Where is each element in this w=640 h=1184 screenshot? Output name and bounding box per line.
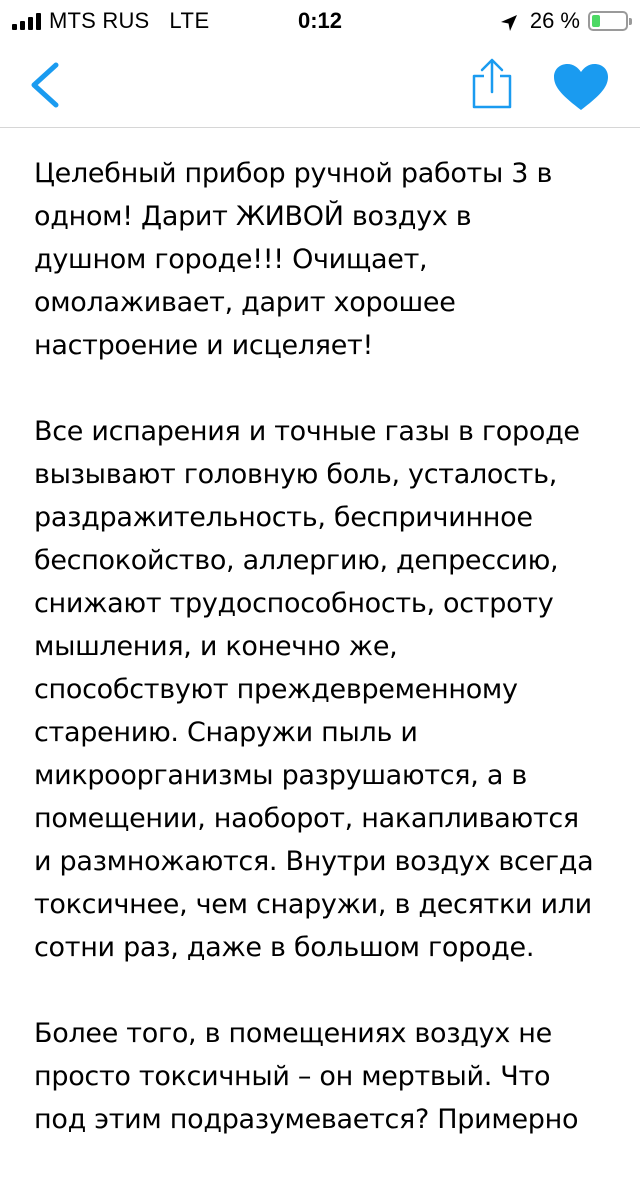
- status-time: 0:12: [297, 8, 343, 33]
- carrier-name: MTS RUS: [49, 8, 150, 33]
- like-button[interactable]: [552, 62, 610, 112]
- status-right: [500, 8, 628, 34]
- share-icon: [466, 58, 518, 110]
- nav-bar: [0, 40, 640, 128]
- location-arrow-icon: [500, 12, 518, 30]
- share-button[interactable]: [466, 58, 518, 110]
- article-body: [34, 152, 624, 1184]
- article-paragraph-1: Целебный прибор ручной работы 3 в одном! Дарит ЖИВОЙ воздух в душном городе!!! Очищает, омолаживает, дарит хорошее настроение и исцеляет!: [34, 158, 553, 361]
- article-paragraph-2: Все испарения и точные газы в городе вызывают головную боль, усталость, раздражительность, беспричинное беспокойство, аллергию, депрессию, снижают трудоспособность, остроту мышления, и конечно же, способствуют преждевременному старению. Снаружи пыль и микроорганизмы разрушаются, а в помещении, наоборот, накапливаются и размножаются. Внутри воздух всегда токсичнее, чем снаружи, в десятки или сотни раз, даже в большом городе.: [34, 416, 594, 963]
- battery-percent: 26 %: [529, 8, 580, 33]
- article-paragraph-3: Более того, в помещениях воздух не просто токсичный – он мертвый. Что под этим подразумевается? Примерно: [34, 1018, 579, 1135]
- back-button[interactable]: [26, 62, 66, 108]
- battery-icon: [588, 11, 628, 31]
- chevron-left-icon: [26, 62, 66, 108]
- status-bar: [0, 0, 640, 40]
- network-type: LTE: [169, 8, 210, 33]
- battery-level: [592, 15, 600, 27]
- heart-icon: [552, 62, 610, 112]
